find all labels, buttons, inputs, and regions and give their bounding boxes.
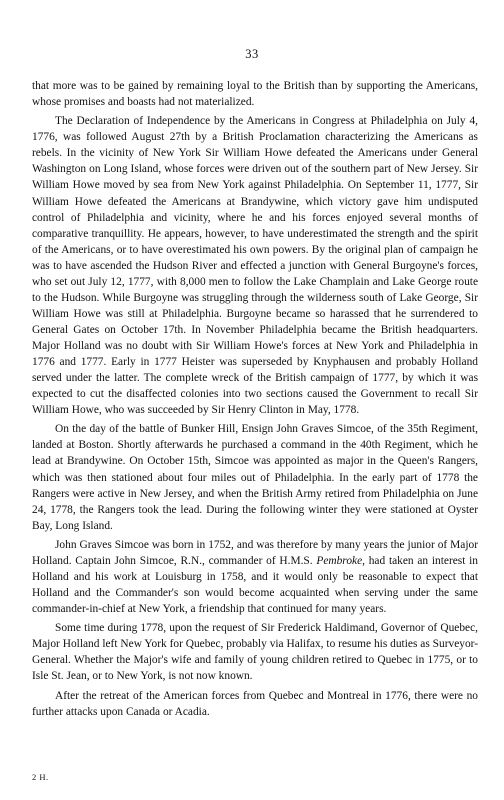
- signature-mark: 2 H.: [32, 772, 49, 782]
- paragraph-2-text: The Declaration of Independence by the Americans in Congress at Philadelphia on July 4, 1776, was followed August 27th by a British Proclamation characterizing the Americans as rebels. In the vicinity of New York Sir William Howe defeated the Americans under General Washington on Long Island, whose forces were driven out of the southern part of New Jersey. Sir William Howe moved by sea from New York against Philadelphia. On September 11, 1777, Sir William Howe defeated the Americans at Brandywine, which victory gave him undisputed control of Philadelphia and vicinity, where he and his forces enjoyed several months of comparative tranquillity. He appears, however, to have underestimated the strength and the spirit of the Americans, or to have overestimated his own powers. By the original plan of campaign he was to have ascended the Hudson River and effected a junction with General Burgoyne's forces, who set out July 12, 1777, with 8,000 men to follow the Lake Champlain and Lake George route to the Hudson. While Burgoyne was struggling through the wilderness south of Lake George, Sir William Howe was still at Philadelphia. Burgoyne became so harassed that he surrendered to General Gates on October 17th. In November Philadelphia became the British headquarters. Major Holland was no doubt with Sir William Howe's forces at New York and Philadelphia in 1776 and 1777. Early in 1777 Heister was superseded by Knyphausen and probably Holland served under the latter. The complete wreck of the British campaign of 1777, by which it was expected to cut the disaffected colonies into two sections caused the Government to recall Sir William Howe, who was succeeded by Sir Henry Clinton in May, 1778.: [32, 115, 478, 417]
- paragraph-1-text: that more was to be gained by remaining loyal to the British than by supporting the Americans, whose promises and boasts had not materialized.: [32, 80, 478, 109]
- paragraph-4: [32, 537, 478, 617]
- paragraph-4-text-end: , had taken an interest in Holland and his work at Louisburg in 1758, and it would only be reasonable to expect that Holland and the Commander's son would become acquainted when serving under the same commander-in-chief at New York, a friendship that continued for many years.: [32, 554, 478, 616]
- paragraph-5: [32, 620, 478, 684]
- paragraph-5-text: Some time during 1778, upon the request of Sir Frederick Haldimand, Governor of Quebec, Major Holland left New York for Quebec, probably via Halifax, to resume his duties as Surveyor-General. Whether the Major's wife and family of young children retired to Quebec in 1775, or to Isle St. Jean, or to New York, is not now known.: [32, 622, 478, 683]
- ship-name: Pembroke: [316, 554, 363, 567]
- paragraph-6-text: After the retreat of the American forces from Quebec and Montreal in 1776, there were no further attacks upon Canada or Acadia.: [32, 689, 478, 718]
- paragraph-6: [32, 688, 478, 720]
- paragraph-3: [32, 421, 478, 533]
- body-text: [32, 78, 478, 723]
- page-number: 33: [245, 47, 259, 61]
- paragraph-2: [32, 113, 478, 418]
- paragraph-4-text-start: John Graves Simcoe was born in 1752, and was therefore by many years the junior of Major Holland. Captain John Simcoe, R.N., commander of H.M.S.: [32, 538, 478, 567]
- paragraph-1: [32, 78, 478, 110]
- paragraph-3-text: On the day of the battle of Bunker Hill, Ensign John Graves Simcoe, of the 35th Regiment, landed at Boston. Shortly afterwards he purchased a command in the 40th Regiment, which he lead at Brandywine. On October 15th, Simcoe was appointed as major in the Queen's Rangers, which was then stationed about four miles out of Philadelphia. In the early part of 1778 the Rangers were active in New Jersey, and when the British Army retired from Philadelphia on June 24, 1778, the Rangers took the lead. During the following winter they were stationed at Oyster Bay, Long Island.: [32, 423, 478, 532]
